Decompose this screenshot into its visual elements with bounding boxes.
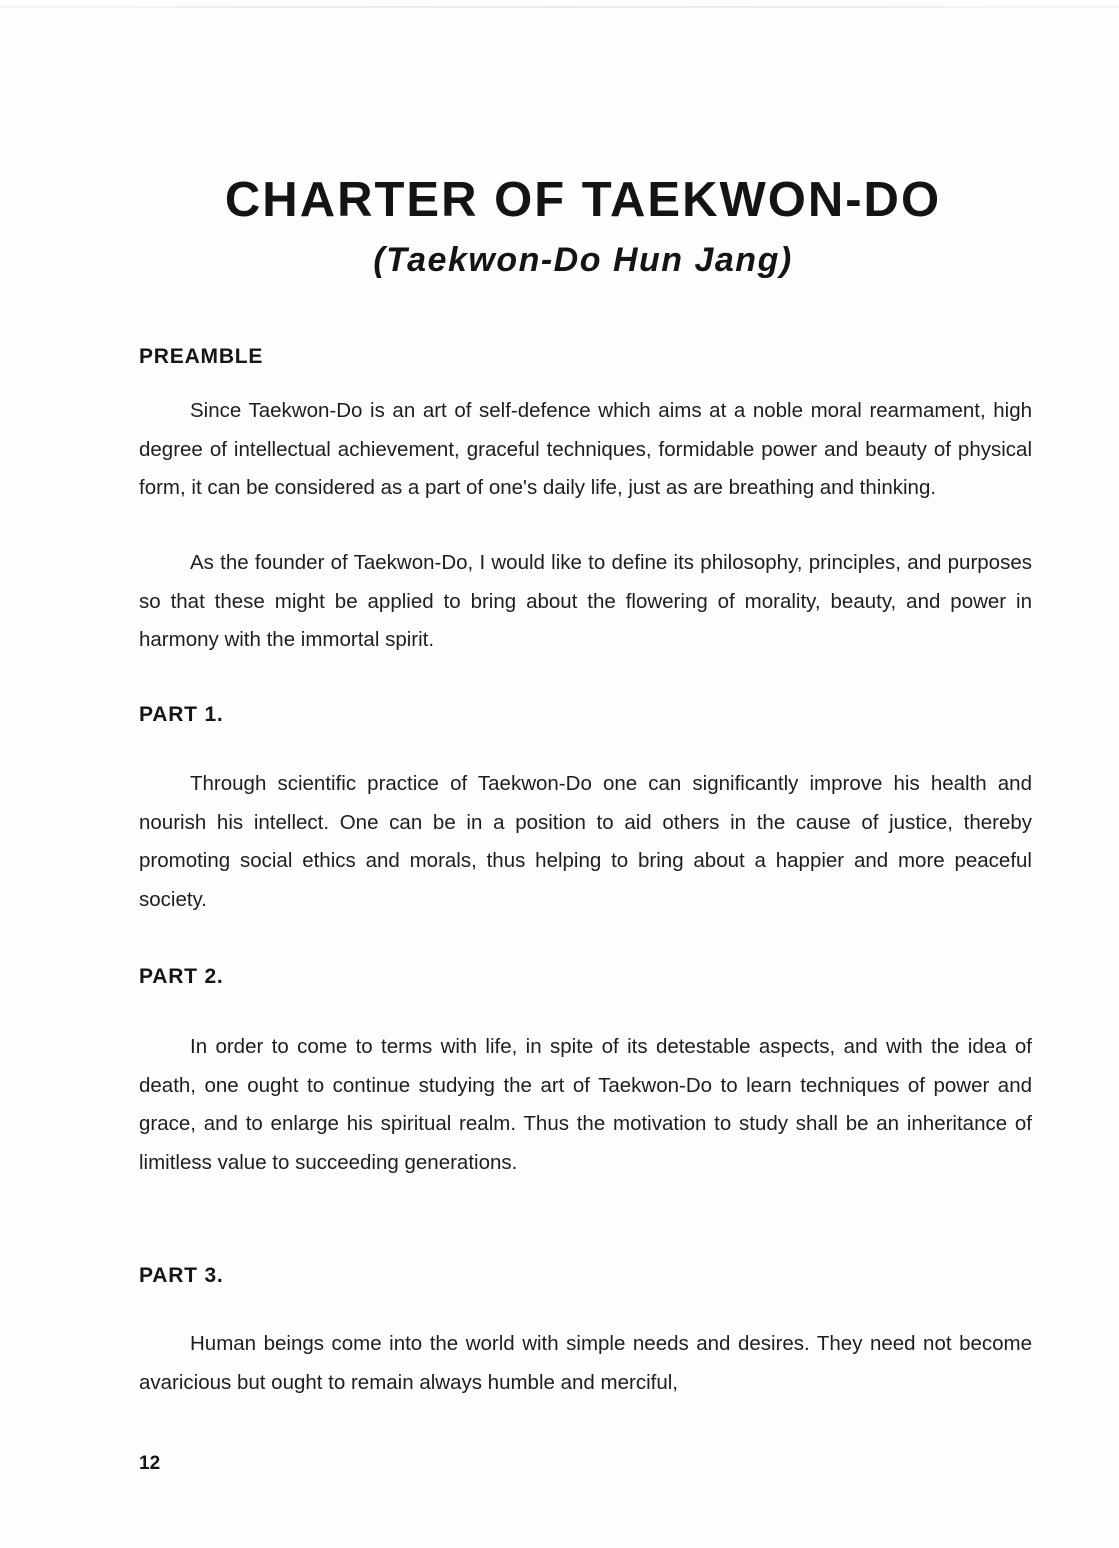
section-heading-part-3: PART 3. bbox=[139, 1264, 224, 1287]
preamble-paragraph-1: Since Taekwon-Do is an art of self-defence which aims at a noble moral rearmament, high degree of intellectual achievement, graceful techniques, formidable power and beauty of physical form, it can be considered as a part of one's daily life, just as are breathing and thinking. bbox=[139, 399, 1032, 499]
page-top-edge bbox=[0, 6, 1119, 8]
page-number: 12 bbox=[139, 1453, 161, 1474]
section-heading-part-2: PART 2. bbox=[139, 965, 224, 988]
part-3-paragraph: Human beings come into the world with simple needs and desires. They need not become avaricious but ought to remain always humble and merciful, bbox=[139, 1332, 1032, 1394]
document-subtitle: (Taekwon-Do Hun Jang) bbox=[373, 241, 793, 279]
part-1-paragraph: Through scientific practice of Taekwon-Do one can significantly improve his health and nourish his intellect. One can be in a position to aid others in the cause of justice, thereby promoting social ethics and morals, thus helping to bring about a happier and more peaceful society. bbox=[139, 772, 1032, 911]
document-title: CHARTER OF TAEKWON-DO bbox=[224, 173, 942, 227]
section-heading-part-1: PART 1. bbox=[139, 703, 224, 726]
preamble-paragraph-2: As the founder of Taekwon-Do, I would like to define its philosophy, principles, and purposes so that these might be applied to bring about the flowering of morality, beauty, and power in harmony with the immortal spirit. bbox=[139, 551, 1032, 651]
part-2-paragraph: In order to come to terms with life, in spite of its detestable aspects, and with the idea of death, one ought to continue studying the art of Taekwon-Do to learn techniques of power and grace, and to enlarge his spiritual realm. Thus the motivation to study shall be an inheritance of limitless value to succeeding generations. bbox=[139, 1035, 1032, 1174]
section-heading-preamble: PREAMBLE bbox=[139, 345, 264, 368]
